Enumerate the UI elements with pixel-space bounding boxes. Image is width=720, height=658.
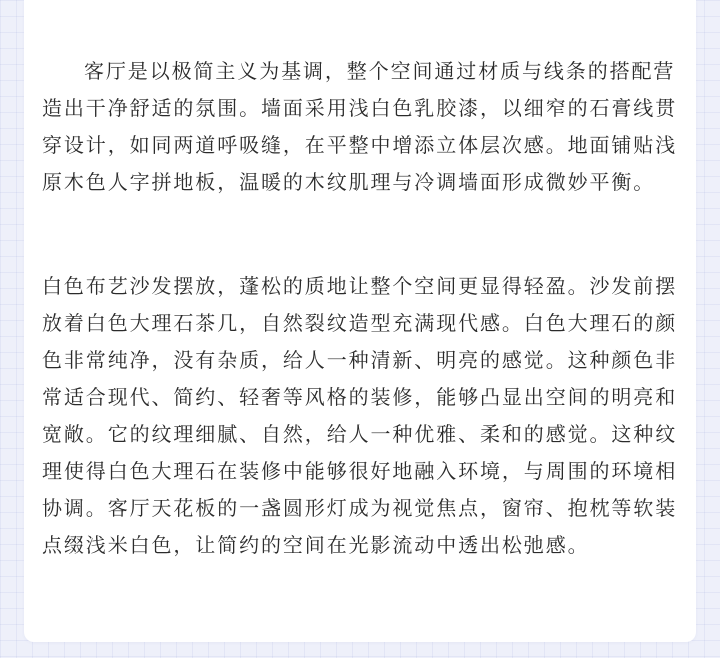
article-card — [24, 0, 696, 642]
paragraph-sofa-and-marble: 白色布艺沙发摆放，蓬松的质地让整个空间更显得轻盈。沙发前摆放着白色大理石茶几，自然裂纹造型充满现代感。白色大理石的颜色非常纯净，没有杂质，给人一种清新、明亮的感觉。这种颜色非常适合现代、简约、轻奢等风格的装修，能够凸显出空间的明亮和宽敞。它的纹理细腻、自然，给人一种优雅、柔和的感觉。这种纹理使得白色大理石在装修中能够很好地融入环境，与周围的环境相协调。客厅天花板的一盏圆形灯成为视觉焦点，窗帘、抱枕等软装点缀浅米白色，让简约的空间在光影流动中透出松弛感。 — [42, 274, 678, 557]
paragraph-living-room-style: 客厅是以极简主义为基调，整个空间通过材质与线条的搭配营造出干净舒适的氛围。墙面采用浅白色乳胶漆，以细窄的石膏线贯穿设计，如同两道呼吸缝，在平整中增添立体层次感。地面铺贴浅原木色人字拼地板，温暖的木纹肌理与冷调墙面形成微妙平衡。 — [42, 59, 678, 194]
